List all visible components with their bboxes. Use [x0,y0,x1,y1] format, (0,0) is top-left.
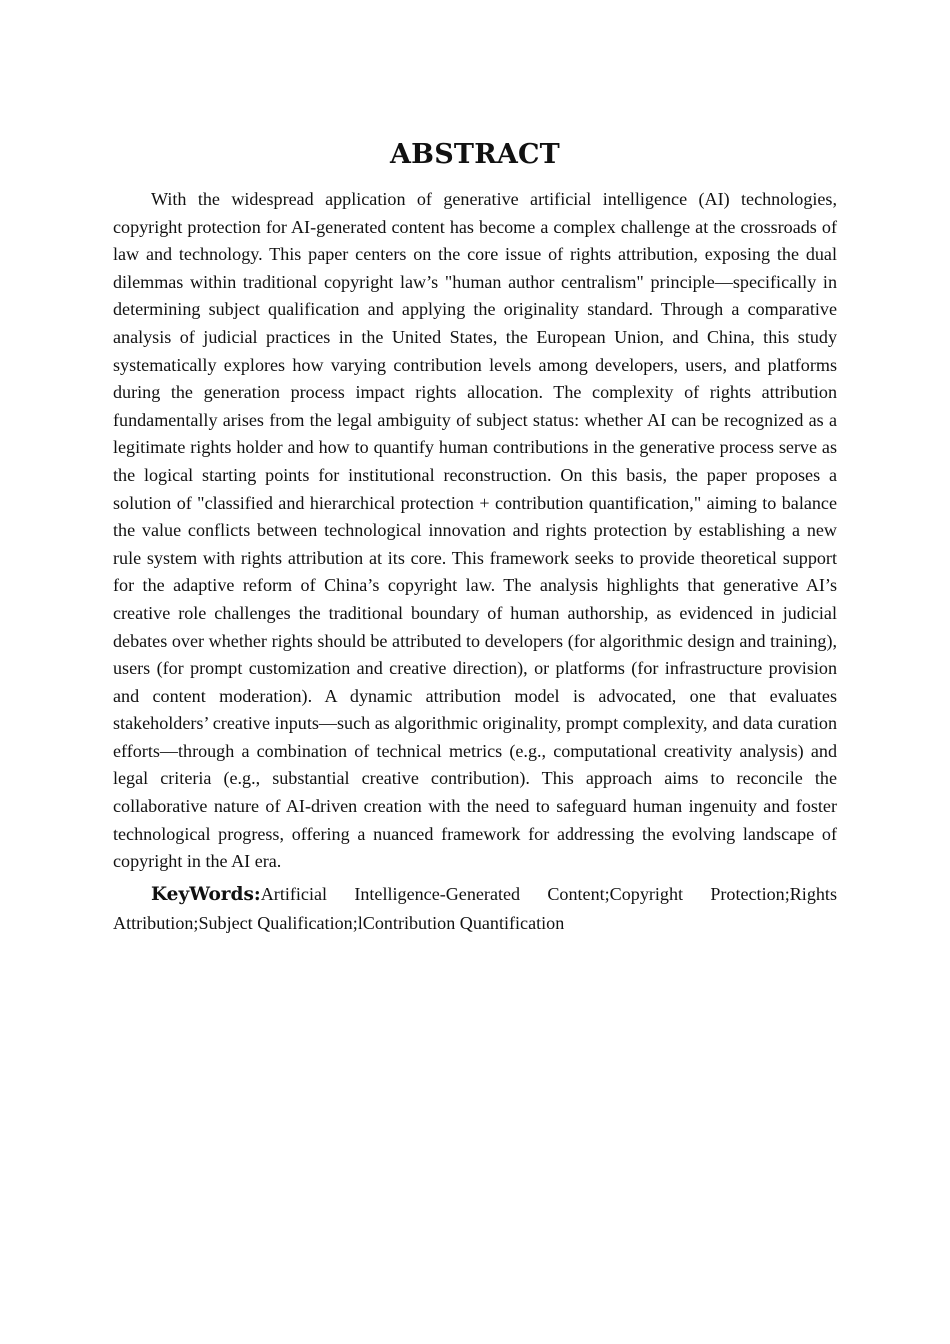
abstract-paragraph: With the widespread application of generative artificial intelligence (AI) technologies, copyright protection for AI-generated content has become a complex challenge at the crossroads of law and technology. This paper centers on the core issue of rights attribution, exposing the dual dilemmas within traditional copyright law’s "human author centralism" principle—specifically in determining subject qualification and applying the originality standard. Through a comparative analysis of judicial practices in the United States, the European Union, and China, this study systematically explores how varying contribution levels among developers, users, and platforms during the generation process impact rights allocation. The complexity of rights attribution fundamentally arises from the legal ambiguity of subject status: whether AI can be recognized as a legitimate rights holder and how to quantify human contributions in the generative process serve as the logical starting points for institutional reconstruction. On this basis, the paper proposes a solution of "classified and hierarchical protection + contribution quantification," aiming to balance the value conflicts between technological innovation and rights protection by establishing a new rule system with rights attribution at its core. This framework seeks to provide theoretical support for the adaptive reform of China’s copyright law. The analysis highlights that generative AI’s creative role challenges the traditional boundary of human authorship, as evidenced in judicial debates over whether rights should be attributed to developers (for algorithmic design and training), users (for prompt customization and creative direction), or platforms (for infrastructure provision and content moderation). A dynamic attribution model is advocated, one that evaluates stakeholders’ creative inputs—such as algorithmic originality, prompt complexity, and data curation efforts—through a combination of technical metrics (e.g., computational creativity analysis) and legal criteria (e.g., substantial creative contribution). This approach aims to reconcile the collaborative nature of AI-driven creation with the need to safeguard human ingenuity and foster technological progress, offering a nuanced framework for addressing the evolving landscape of copyright in the AI era. [113,189,837,872]
keywords-label: KeyWords: [151,883,261,905]
keywords-text: Artificial Intelligence-Generated Content;Copyright Protection;Rights Attribution;Subject Qualification;lContribution Quantification [113,883,837,933]
abstract-title: ABSTRACT [390,139,560,170]
abstract-section [113,136,837,937]
keywords-line [113,880,837,937]
